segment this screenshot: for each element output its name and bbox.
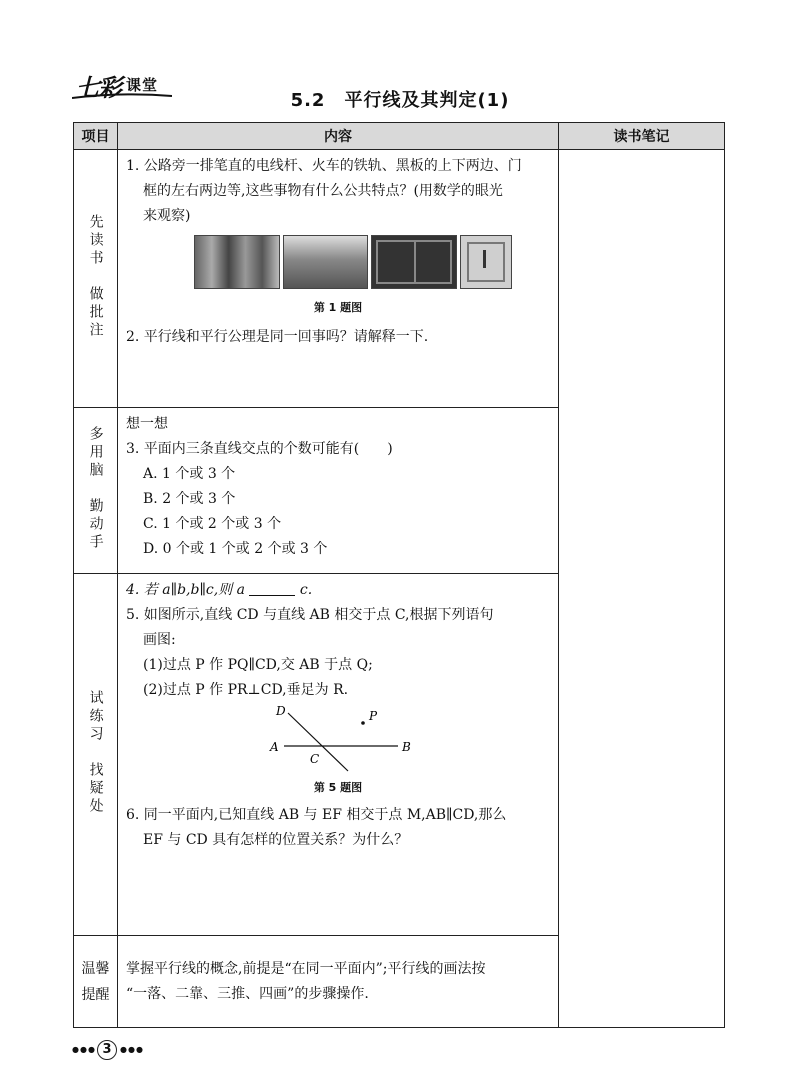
section-label-tip xyxy=(74,936,118,1028)
question-5-line2: 画图: xyxy=(143,632,176,648)
figure-1-caption: 第 1 题图 xyxy=(313,301,363,314)
notes-column[interactable] xyxy=(559,150,725,1028)
section-content-practice xyxy=(118,574,559,936)
label-d: D xyxy=(276,705,286,718)
section-content-tip xyxy=(118,936,559,1028)
question-4-prefix: 4. 若 a∥b,b∥c,则 a xyxy=(126,582,245,598)
study-table xyxy=(73,122,725,1028)
photo-door xyxy=(460,235,512,289)
page-title: 5.2 平行线及其判定(1) xyxy=(290,90,510,111)
question-6: 6. 同一平面内,已知直线 AB 与 EF 相交于点 M,AB∥CD,那么 xyxy=(126,807,507,823)
header-item: 项目 xyxy=(74,123,118,150)
table-header-row xyxy=(74,123,725,150)
label-b: B xyxy=(402,740,411,754)
question-5: 5. 如图所示,直线 CD 与直线 AB 相交于点 C,根据下列语句 xyxy=(126,607,494,623)
figure-5-diagram xyxy=(126,705,551,777)
question-1-line3: 来观察) xyxy=(143,208,191,224)
tip-text: 掌握平行线的概念,前提是“在同一平面内”;平行线的画法按 xyxy=(126,960,486,977)
label-bottom: 勤动手 xyxy=(87,497,104,552)
answer-blank[interactable] xyxy=(249,581,295,596)
section-content-read xyxy=(118,150,559,408)
question-4 xyxy=(126,578,550,603)
option-a: A. 1 个或 3 个 xyxy=(143,466,236,482)
brand-sub: 课堂 xyxy=(126,76,159,94)
photo-blackboard xyxy=(371,235,457,289)
page-number-badge xyxy=(72,1040,142,1060)
section-read xyxy=(74,150,725,408)
photo-electric-poles xyxy=(194,235,280,289)
tip-text-line2: “一落、二靠、三推、四画”的步骤操作. xyxy=(126,985,369,1002)
section-content-think xyxy=(118,408,559,574)
option-d: D. 0 个或 1 个或 2 个或 3 个 xyxy=(143,541,328,557)
question-6-line2: EF 与 CD 具有怎样的位置关系？为什么？ xyxy=(143,832,409,848)
question-1-line2: 框的左右两边等,这些事物有什么公共特点？(用数学的眼光 xyxy=(143,183,503,199)
header-content: 内容 xyxy=(118,123,559,150)
page-dots-left: ●●● xyxy=(72,1045,96,1054)
option-c: C. 1 个或 2 个或 3 个 xyxy=(143,516,282,532)
label-top: 温馨 xyxy=(81,960,110,977)
label-c: C xyxy=(310,752,320,766)
page-dots-right: ●●● xyxy=(120,1045,144,1054)
header-notes: 读书笔记 xyxy=(559,123,725,150)
question-5-step1: (1)过点 P 作 PQ∥CD,交 AB 于点 Q; xyxy=(143,657,373,673)
label-top: 试练习 xyxy=(87,689,104,744)
label-p: P xyxy=(369,709,378,723)
label-top: 先读书 xyxy=(87,213,104,268)
label-a: A xyxy=(270,740,279,754)
page-number: 3 xyxy=(97,1040,117,1060)
figure-5-caption: 第 5 题图 xyxy=(313,781,363,794)
point-p xyxy=(361,721,365,725)
option-b: B. 2 个或 3 个 xyxy=(143,491,236,507)
question-1: 1. 公路旁一排笔直的电线杆、火车的铁轨、黑板的上下两边、门 xyxy=(126,158,522,174)
brand-name: 七彩 xyxy=(76,73,120,102)
section-label-practice xyxy=(74,574,118,936)
section-label-read xyxy=(74,150,118,408)
question-5-step2: (2)过点 P 作 PR⊥CD,垂足为 R. xyxy=(143,682,349,698)
label-bottom: 找疑处 xyxy=(87,761,104,816)
question-1-photos xyxy=(194,235,550,289)
question-4-suffix: c. xyxy=(299,582,313,598)
label-bottom: 提醒 xyxy=(81,986,110,1003)
question-2: 2. 平行线和平行公理是同一回事吗？请解释一下. xyxy=(126,329,429,345)
label-top: 多用脑 xyxy=(87,425,104,480)
label-bottom: 做批注 xyxy=(87,285,104,340)
section-label-think xyxy=(74,408,118,574)
question-3: 3. 平面内三条直线交点的个数可能有( ) xyxy=(126,441,393,457)
photo-railway-tracks xyxy=(283,235,368,289)
think-heading: 想一想 xyxy=(126,416,168,432)
